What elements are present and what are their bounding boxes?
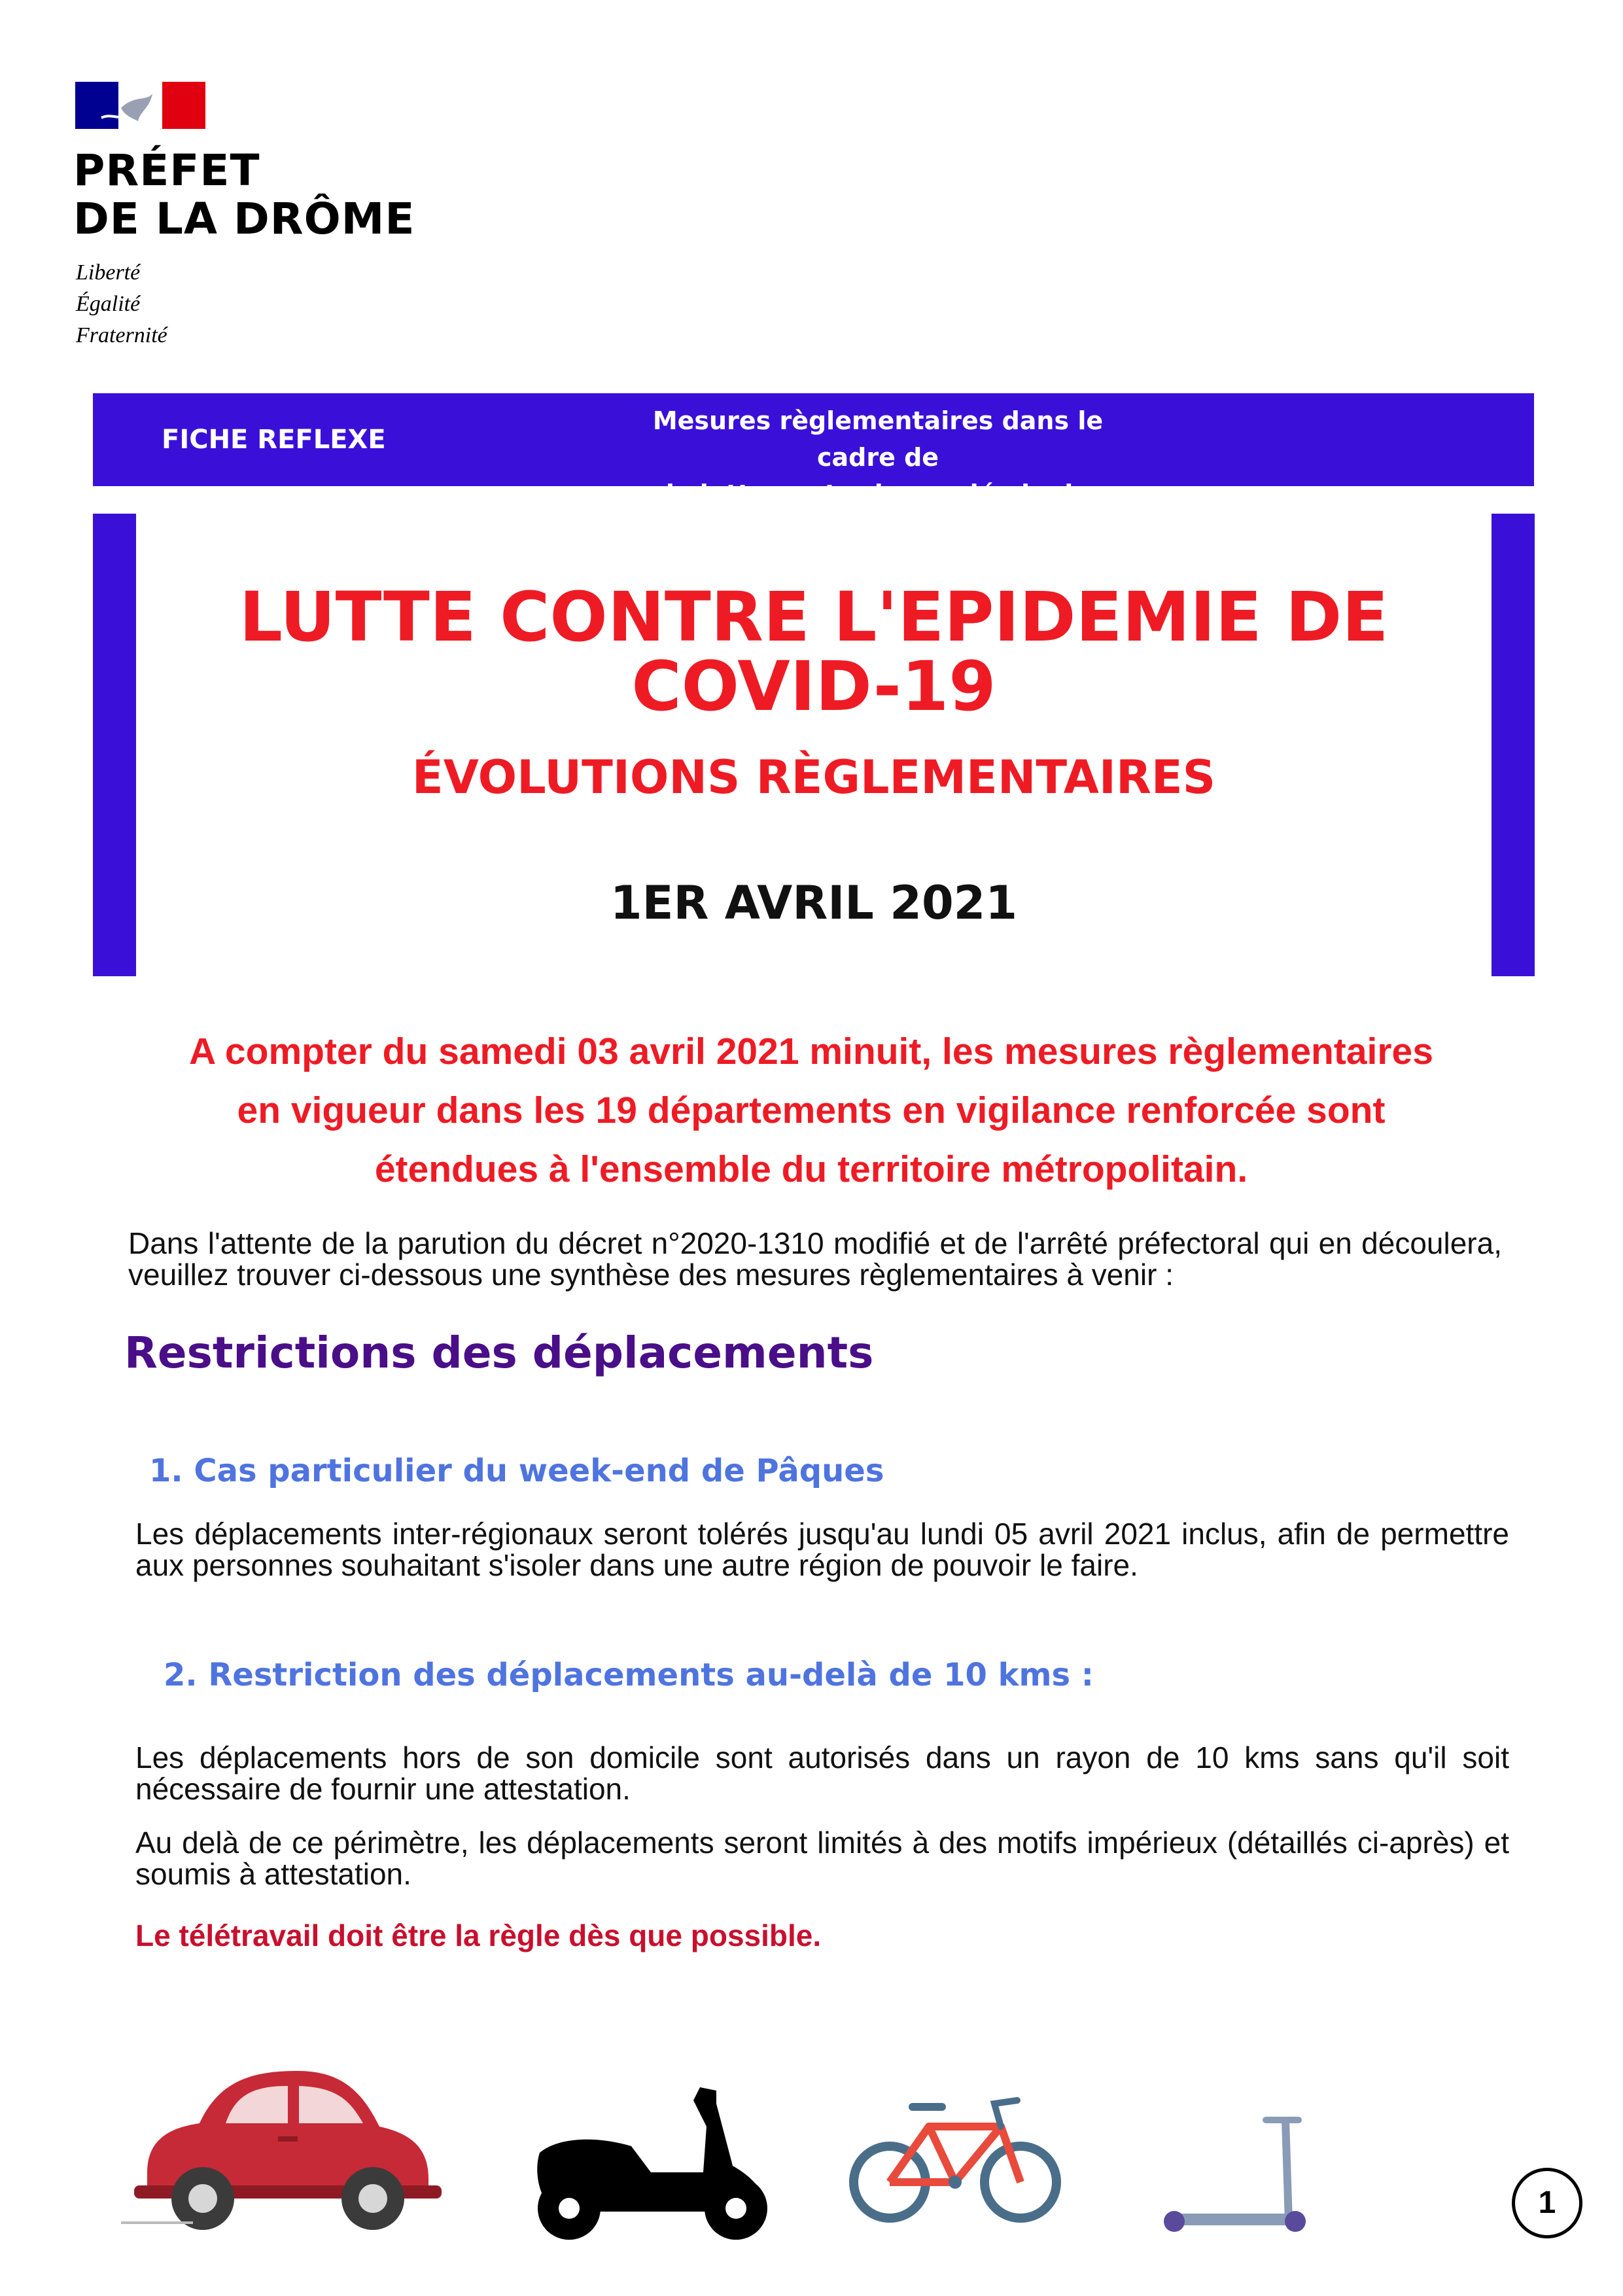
sub-title: ÉVOLUTIONS RÈGLEMENTAIRES [411, 751, 1216, 804]
car-icon [121, 2055, 442, 2234]
motor-scooter-icon [520, 2074, 782, 2244]
prefecture-name-line1: PRÉFET [73, 145, 260, 196]
banner-label: FICHE REFLEXE [162, 425, 386, 455]
prefecture-name-line2: DE LA DRÔME [73, 194, 415, 244]
section-heading: Restrictions des déplacements [124, 1328, 874, 1378]
main-title-line1: LUTTE CONTRE L'EPIDEMIE DE [239, 577, 1389, 657]
bicycle-icon [844, 2087, 1066, 2225]
banner-description-line2: la lutte contre la pandémie de COVID-19 [665, 480, 1091, 545]
sub-heading-10km: 2. Restriction des déplacements au-delà de 10 kms : [164, 1657, 1094, 1693]
telework-notice: Le télétravail doit être la règle dès que possible. [135, 1918, 822, 1952]
sub-heading-easter: 1. Cas particulier du week-end de Pâques [149, 1453, 884, 1489]
banner-description-line1: Mesures règlementaires dans le cadre de [652, 406, 1104, 472]
motto-fraternite: Fraternité [76, 323, 167, 347]
main-title [136, 577, 1492, 726]
fiche-banner [93, 393, 1534, 545]
motto-liberte: Liberté [76, 260, 141, 285]
kick-scooter-icon [1158, 2110, 1328, 2241]
frame-left-bar [93, 514, 136, 976]
page-number: 1 [1512, 2168, 1582, 2238]
marianne-logo-icon [75, 82, 205, 129]
beyond-perimeter-paragraph: Au delà de ce périmètre, les déplacements seront limités à des motifs impérieux (détaillés ci-après) et soumis à attestation. [135, 1826, 1509, 1891]
easter-paragraph: Les déplacements inter-régionaux seront tolérés jusqu'au lundi 05 avril 2021 inclus, afin de permettre aux personnes souhaitant s'isoler dans une autre région de pouvoir le faire. [135, 1517, 1509, 1582]
motto-egalite: Égalité [76, 292, 141, 316]
alert-paragraph [111, 1022, 1511, 1199]
10km-paragraph: Les déplacements hors de son domicile sont autorisés dans un rayon de 10 kms sans qu'il soit nécessaire de fournir une attestation. [135, 1740, 1509, 1806]
main-title-line2: COVID-19 [631, 646, 996, 726]
intro-paragraph: Dans l'attente de la parution du décret n°2020-1310 modifié et de l'arrêté préfectoral qui en découlera, veuillez trouver ci-dessous une synthèse des mesures règlementaires à venir : [128, 1226, 1502, 1292]
banner-description [616, 402, 1140, 549]
title-date: 1ER AVRIL 2021 [610, 876, 1018, 930]
frame-right-bar [1492, 514, 1535, 976]
alert-line3: étendues à l'ensemble du territoire métropolitain. [374, 1148, 1248, 1190]
alert-line1: A compter du samedi 03 avril 2021 minuit, les mesures règlementaires [189, 1031, 1433, 1072]
alert-line2: en vigueur dans les 19 départements en vigilance renforcée sont [237, 1089, 1386, 1131]
